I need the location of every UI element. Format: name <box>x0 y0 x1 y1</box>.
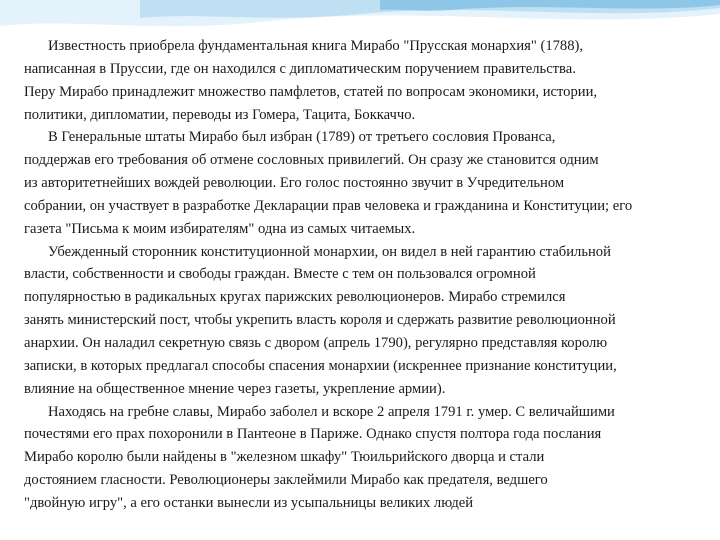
text-line: собрании, он участвует в разработке Декларации прав человека и гражданина и Конституции; его <box>24 197 633 214</box>
text-line: "двойную игру", а его останки вынесли из усыпальницы великих людей <box>24 494 474 511</box>
text-line: В Генеральные штаты Мирабо был избран (1789) от третьего сословия Прованса, <box>48 129 556 146</box>
text-line: популярностью в радикальных кругах парижских революционеров. Мирабо стремился <box>24 289 566 306</box>
text-line: Известность приобрела фундаментальная книга Мирабо "Прусская монархия" (1788), <box>48 38 584 54</box>
text-line: политики, дипломатии, переводы из Гомера, Тацита, Боккаччо. <box>24 106 416 123</box>
text-line: поддержав его требования об отмене сословных привилегий. Он сразу же становится одним <box>24 152 599 169</box>
text-line: влияние на общественное мнение через газеты, укрепление армии). <box>24 380 446 397</box>
text-line: Убежденный сторонник конституционной монархии, он видел в ней гарантию стабильной <box>48 243 611 260</box>
text-line: Мирабо королю были найдены в "железном шкафу" Тюильрийского дворца и стали <box>24 449 545 466</box>
text-line: Перу Мирабо принадлежит множество памфлетов, статей по вопросам экономики, истории, <box>24 83 598 100</box>
document-text <box>24 35 700 515</box>
text-line: Находясь на гребне славы, Мирабо заболел и вскоре 2 апреля 1791 г. умер. С величайшими <box>48 403 615 420</box>
text-line: из авторитетнейших вождей революции. Его голос постоянно звучит в Учредительном <box>24 175 565 192</box>
text-line: власти, собственности и свободы граждан. Вместе с тем он пользовался огромной <box>24 266 536 283</box>
text-line: написанная в Пруссии, где он находился с дипломатическим поручением правительства. <box>24 60 576 77</box>
text-line: записки, в которых предлагал способы спасения монархии (искреннее признание конституции, <box>24 357 617 374</box>
text-line: занять министерский пост, чтобы укрепить власть короля и сдержать развитие революционной <box>24 312 616 329</box>
text-line: анархии. Он наладил секретную связь с двором (апрель 1790), регулярно представляя королю <box>24 334 608 351</box>
text-line: достоянием гласности. Революционеры заклеймили Мирабо как предателя, ведшего <box>24 472 548 489</box>
text-line: почестями его прах похоронили в Пантеоне в Париже. Однако спустя полтора года послания <box>24 426 602 443</box>
text-line: газета "Письма к моим избирателям" одна из самых читаемых. <box>24 220 416 237</box>
